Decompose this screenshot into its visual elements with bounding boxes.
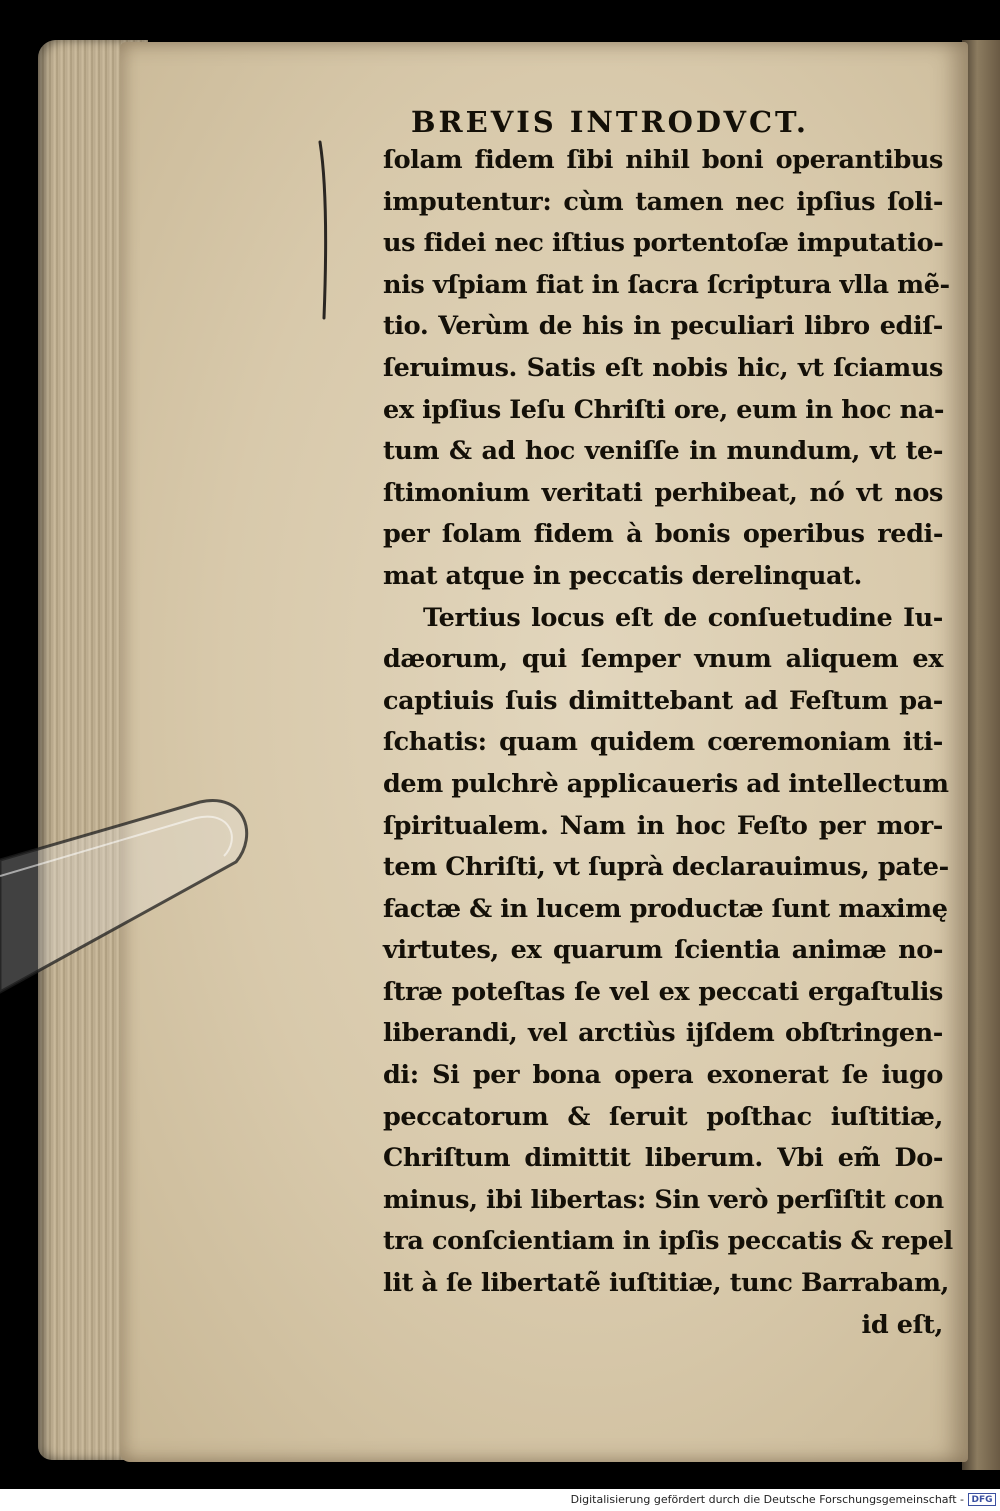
text-line: di: Si per bona opera exonerat ſe iugo — [383, 1060, 943, 1091]
text-line: ſolam fidem ſibi nihil boni operantibus — [383, 145, 943, 175]
text-line: factæ & in lucem productæ ſunt maximę — [383, 893, 948, 924]
text-line: imputentur: cùm tamen nec ipſius ſoli- — [383, 186, 943, 217]
text-block — [383, 104, 953, 1346]
text-line: liberandi, vel arctiùs ijſdem obſtringen- — [383, 1018, 943, 1049]
text-line: us fidei nec iſtius portentoſæ imputatio- — [383, 228, 944, 259]
text-line: dem pulchrè applicaueris ad intellectum — [383, 768, 949, 799]
text-line: per ſolam fidem à bonis operibus redi- — [383, 519, 943, 550]
text-line: Chriſtum dimittit liberum. Vbi em̃ Do- — [383, 1143, 943, 1174]
running-head: BREVIS INTRODVCT. — [411, 105, 809, 139]
text-line: tem Chriſti, vt ſuprà declarauimus, pate- — [383, 852, 949, 883]
transparent-bookmark-strip — [0, 796, 252, 1006]
text-line: virtutes, ex quarum ſcientia animæ no- — [383, 935, 943, 966]
digitization-footer — [0, 1489, 1000, 1511]
text-line: ſtimonium veritati perhibeat, nó vt nos — [383, 477, 943, 508]
text-line: lit à ſe libertatẽ iuſtitiæ, tunc Barrabam, — [383, 1268, 950, 1299]
text-line: ſpiritualem. Nam in hoc Feſto per mor- — [383, 810, 943, 841]
text-line: ſchatis: quam quidem cœremoniam iti- — [383, 727, 943, 758]
text-line: tra conſcientiam in ipſis peccatis & repel — [383, 1226, 953, 1257]
text-line: captiuis ſuis dimittebant ad Feſtum pa- — [383, 685, 943, 716]
text-line: dæorum, qui ſemper vnum aliquem ex — [383, 644, 943, 675]
catchword: id eſt, — [861, 1309, 943, 1340]
text-line-paragraph-start: Tertius locus eſt de conſuetudine Iu- — [423, 602, 943, 633]
text-line: tio. Verùm de his in peculiari libro ediſ- — [383, 311, 943, 342]
footer-credit-text: Digitalisierung gefördert durch die Deutsche Forschungsgemeinschaft - — [570, 1493, 964, 1506]
text-line: tum & ad hoc veniſſe in mundum, vt te- — [383, 436, 943, 467]
body-lines — [383, 140, 953, 1346]
text-line: mat atque in peccatis derelinquat. — [383, 560, 862, 591]
marginal-pencil-mark — [318, 140, 332, 320]
text-line: nis vſpiam fiat in ſacra ſcriptura vlla mẽ- — [383, 269, 950, 300]
text-line: peccatorum & ſeruit poſthac iuſtitiæ, — [383, 1101, 943, 1132]
text-line: ſtræ poteſtas ſe vel ex peccati ergaſtulis — [383, 976, 943, 1007]
text-line: ſeruimus. Satis eſt nobis hic, vt ſciamus — [383, 352, 943, 383]
text-line: minus, ibi libertas: Sin verò perſiſtit con — [383, 1184, 944, 1215]
text-line: ex ipſius Ieſu Chriſti ore, eum in hoc na- — [383, 394, 945, 425]
dfg-logo-icon: DFG — [968, 1493, 996, 1506]
